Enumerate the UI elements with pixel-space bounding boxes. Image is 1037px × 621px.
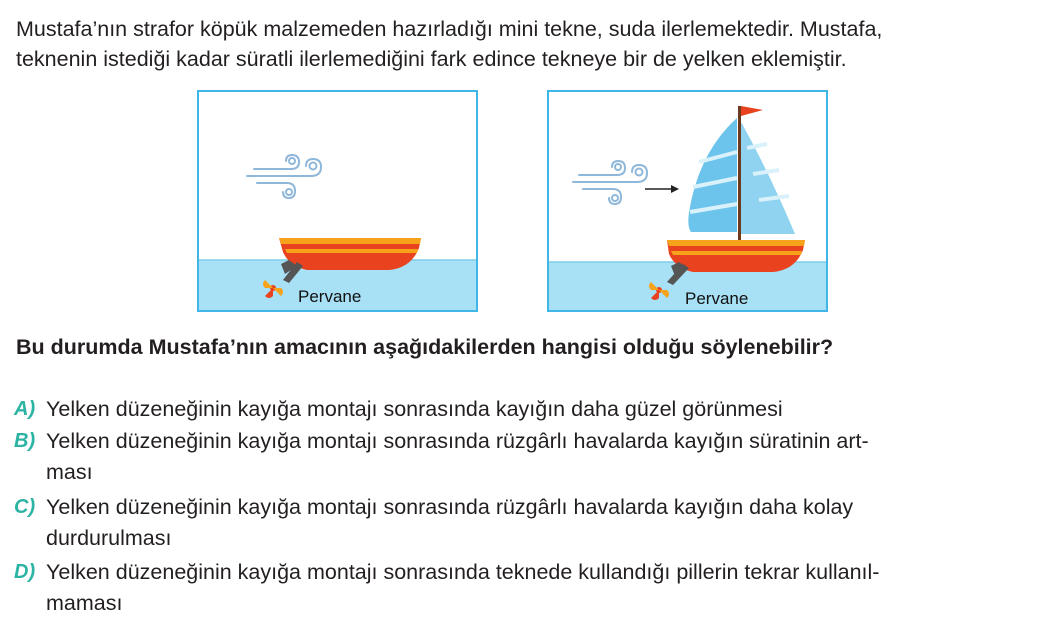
option-a-letter: A) [14,398,36,420]
option-c-letter: C) [14,496,36,518]
question-text: Bu durumda Mustafa’nın amacının aşağıdakilerden hangisi olduğu söylenebilir? [16,335,834,359]
intro-text [16,14,1026,74]
intro-line-1: Mustafa’nın strafor köpük malzemeden hazırladığı mini tekne, suda ilerlemektedir. Mustafa, [16,17,883,41]
propeller-label: Pervane [298,287,362,306]
option-b-text [46,426,1026,488]
boat-without-sail-illustration [199,92,478,312]
option-d-line-2: maması [46,591,123,615]
wind-icon [573,161,647,204]
option-c-text [46,492,1026,554]
option-d-letter: D) [14,561,36,583]
option-d-line-1: Yelken düzeneğinin kayığa montajı sonrasında teknede kullandığı pillerin tekrar kullanıl- [46,560,880,584]
option-a-line-1: Yelken düzeneğinin kayığa montajı sonrasında kayığın daha güzel görünmesi [46,397,783,421]
sail [688,106,795,242]
option-a-text [46,394,1026,425]
mast [738,106,741,242]
flag [741,106,763,116]
option-c-line-1: Yelken düzeneğinin kayığa montajı sonrasında rüzgârlı havalarda kayığın daha kolay [46,495,854,519]
figure-boat-without-sail [197,90,478,312]
option-b-letter: B) [14,430,36,452]
option-c-line-2: durdurulması [46,526,172,550]
option-d-text [46,557,1026,619]
figure-boat-with-sail [547,90,828,312]
wind-icon [247,155,321,198]
propeller-label: Pervane [685,289,749,308]
option-b-line-1: Yelken düzeneğinin kayığa montajı sonrasında rüzgârlı havalarda kayığın süratinin art- [46,429,869,453]
arrow-right-icon [645,185,679,193]
intro-line-2: teknenin istediği kadar süratli ilerlemediğini fark edince tekneye bir de yelken eklemiştir. [16,47,847,71]
option-b-line-2: ması [46,460,93,484]
boat-with-sail-illustration [549,92,828,312]
